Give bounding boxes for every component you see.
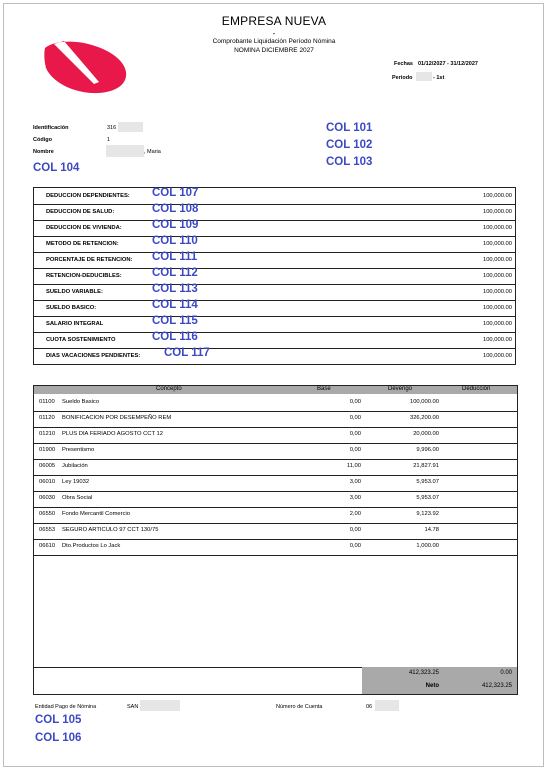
col-tag-102: COL 102	[326, 139, 373, 151]
table-row	[34, 491, 517, 508]
row-devengo: 21,827.91	[413, 463, 439, 469]
deduction-value: 100,000.00	[482, 225, 512, 231]
concepts-table	[33, 385, 518, 695]
deduction-label: DIAS VACACIONES PENDIENTES:	[46, 353, 141, 359]
row-code: 06010	[39, 479, 56, 485]
row-code: 06030	[39, 495, 56, 501]
row-base: 2,00	[349, 511, 361, 517]
neto-label: Neto	[425, 683, 439, 689]
table-row	[34, 443, 517, 460]
deduction-label: DEDUCCION DE VIVIENDA:	[46, 225, 122, 231]
deduction-value: 100,000.00	[482, 353, 512, 359]
deduction-row	[34, 316, 515, 333]
row-code: 01100	[39, 399, 55, 405]
table-row	[34, 395, 517, 412]
col-tag-103: COL 103	[326, 156, 373, 168]
redacted-id	[118, 122, 143, 132]
row-devengo: 5,953.07	[416, 495, 439, 501]
row-code: 06610	[39, 543, 56, 549]
deduction-col-tag: COL 112	[152, 267, 198, 279]
deduction-col-tag: COL 113	[152, 283, 198, 295]
table-row	[34, 539, 517, 556]
name-label: Nombre	[33, 149, 54, 155]
redacted-name	[106, 145, 144, 157]
deduction-col-tag: COL 115	[152, 315, 198, 327]
deduction-row	[34, 188, 515, 205]
deduction-label: SUELDO BASICO:	[46, 305, 97, 311]
deduction-row	[34, 348, 515, 364]
nomina-period: NOMINA DICIEMBRE 2027	[234, 47, 314, 54]
deduction-label: DEDUCCION DE SALUD:	[46, 209, 115, 215]
neto-value: 412,323.25	[481, 683, 512, 689]
row-concept: Fondo Mercantil Comercio	[62, 511, 130, 517]
row-devengo: 5,953.07	[416, 479, 439, 485]
deduction-col-tag: COL 107	[152, 187, 199, 199]
deduction-label: PORCENTAJE DE RETENCION:	[46, 257, 133, 263]
row-base: 3,00	[349, 479, 361, 485]
periodo-value: - 1st	[433, 75, 445, 81]
table-row	[34, 411, 517, 428]
row-concept: Ley 19032	[62, 479, 90, 485]
table-row	[34, 475, 517, 492]
deduction-label: SUELDO VARIABLE:	[46, 289, 103, 295]
table-row	[34, 427, 517, 444]
table-row	[34, 507, 517, 524]
deduction-value: 100,000.00	[482, 209, 512, 215]
deduction-value: 100,000.00	[482, 273, 512, 279]
deduction-row	[34, 252, 515, 269]
code-value: 1	[107, 137, 111, 143]
row-devengo: 9,123.92	[416, 511, 439, 517]
row-code: 01900	[39, 447, 56, 453]
row-code: 01210	[39, 431, 56, 437]
fechas-value: 01/12/2027 - 31/12/2027	[418, 61, 478, 67]
row-base: 0,00	[349, 399, 361, 405]
total-devengo: 412,323.25	[408, 670, 439, 676]
row-code: 06553	[39, 527, 56, 533]
fechas-label: Fechas	[394, 61, 413, 67]
table-row	[34, 523, 517, 540]
id-label: Identificación	[33, 125, 69, 131]
row-base: 0,00	[349, 527, 361, 533]
deduction-col-tag: COL 111	[152, 251, 198, 263]
row-devengo: 20,000.00	[413, 431, 439, 437]
deduction-label: RETENCION-DEDUCIBLES:	[46, 273, 122, 279]
deduction-value: 100,000.00	[482, 257, 512, 263]
deduction-label: CUOTA SOSTENIMIENTO	[46, 337, 116, 343]
row-code: 06550	[39, 511, 56, 517]
row-concept: Presentismo	[62, 447, 95, 453]
company-name: EMPRESA NUEVA	[221, 14, 327, 28]
col-tag-105: COL 105	[35, 714, 82, 726]
deduction-col-tag: COL 110	[152, 235, 198, 247]
col-tag-104: COL 104	[33, 162, 80, 174]
deduction-col-tag: COL 116	[152, 331, 198, 343]
row-devengo: 326,200.00	[409, 415, 439, 421]
header-deduccion: Deducción	[462, 386, 491, 392]
row-concept: BONIFICACION POR DESEMPEÑO REM	[62, 415, 172, 421]
header-dash: -	[272, 29, 276, 38]
redacted-entidad	[140, 700, 180, 711]
row-concept: Sueldo Basico	[62, 399, 100, 405]
deduction-label: DEDUCCION DEPENDIENTES:	[46, 193, 130, 199]
row-devengo: 9,996.00	[416, 447, 439, 453]
col-tag-101: COL 101	[326, 122, 373, 134]
row-base: 0,00	[349, 447, 361, 453]
deduction-row	[34, 236, 515, 253]
periodo-label: Periodo	[392, 75, 413, 81]
deduction-label: SALARIO INTEGRAL	[46, 321, 104, 327]
deduction-col-tag: COL 114	[152, 299, 198, 311]
deduction-row	[34, 204, 515, 221]
deduction-value: 100,000.00	[482, 321, 512, 327]
redacted-cuenta	[375, 700, 399, 711]
cuenta-label: Número de Cuenta	[276, 704, 323, 710]
deductions-box	[33, 187, 516, 365]
deduction-row	[34, 268, 515, 285]
total-deduccion: 0.00	[500, 670, 512, 676]
cuenta-value: 06	[366, 704, 373, 710]
table-row	[34, 459, 517, 476]
redacted-periodo	[416, 72, 432, 81]
header-concepto: Concepto	[156, 386, 182, 392]
header-base: Base	[317, 386, 331, 392]
row-devengo: 100,000.00	[409, 399, 439, 405]
table-header	[34, 386, 517, 394]
row-devengo: 1,000.00	[416, 543, 439, 549]
row-code: 06005	[39, 463, 56, 469]
row-concept: SEGURO ARTICULO 97 CCT 130/75	[62, 527, 159, 533]
header-devengo: Devengo	[388, 386, 413, 392]
row-concept: Dto.Productos Lo Jack	[62, 543, 121, 549]
row-devengo: 14.78	[424, 527, 439, 533]
row-concept: Jubilación	[62, 463, 88, 469]
deduction-value: 100,000.00	[482, 305, 512, 311]
id-value: 316	[107, 125, 117, 131]
deduction-value: 100,000.00	[482, 337, 512, 343]
deduction-row	[34, 220, 515, 237]
row-concept: PLUS DIA FERIADO AGOSTO CCT 12	[62, 431, 163, 437]
row-code: 01120	[39, 415, 55, 421]
totals-box	[362, 667, 517, 694]
name-value: , Maria	[144, 149, 161, 155]
entidad-label: Entidad Pago de Nómina	[35, 704, 97, 710]
row-base: 3,00	[349, 495, 361, 501]
row-base: 0,00	[349, 415, 361, 421]
deduction-col-tag: COL 109	[152, 219, 199, 231]
deduction-value: 100,000.00	[482, 289, 512, 295]
deduction-label: METODO DE RETENCION:	[46, 241, 119, 247]
deduction-row	[34, 332, 515, 349]
document-subtitle: Comprobante Liquidación Período Nómina	[212, 38, 336, 45]
row-base: 11,00	[346, 463, 361, 469]
deduction-value: 100,000.00	[482, 193, 512, 199]
row-base: 0,00	[349, 543, 361, 549]
deduction-col-tag: COL 108	[152, 203, 199, 215]
deduction-row	[34, 284, 515, 301]
entidad-value: SAN	[127, 704, 139, 710]
deduction-col-tag: COL 117	[164, 347, 210, 359]
row-concept: Obra Social	[62, 495, 93, 501]
row-base: 0,00	[349, 431, 361, 437]
deduction-row	[34, 300, 515, 317]
col-tag-106: COL 106	[35, 732, 82, 744]
deduction-value: 100,000.00	[482, 241, 512, 247]
code-label: Código	[33, 137, 52, 143]
